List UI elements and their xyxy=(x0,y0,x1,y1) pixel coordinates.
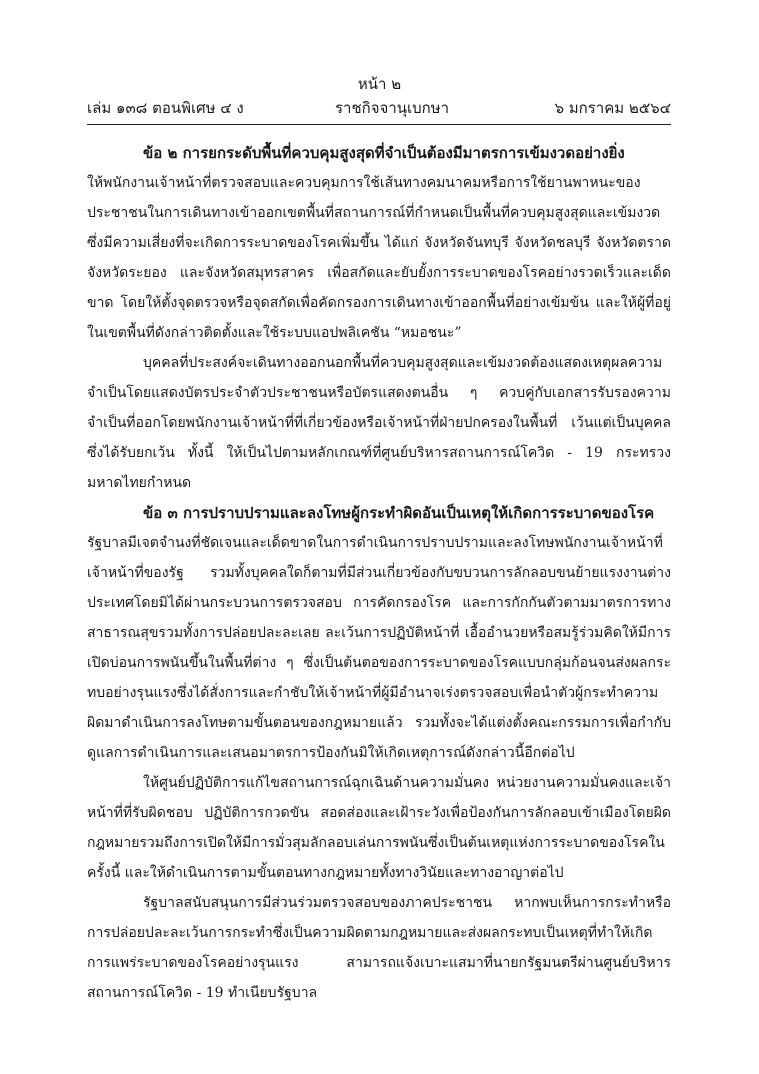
volume-issue: เล่ม ๑๓๘ ตอนพิเศษ ๔ ง xyxy=(87,99,244,117)
document-body xyxy=(87,138,671,1008)
publication-date: ๖ มกราคม ๒๕๖๔ xyxy=(554,99,671,117)
header-rule xyxy=(87,124,671,125)
section-2-paragraph-1: ให้พนักงานเจ้าหน้าที่ตรวจสอบและควบคุมการใช้เส้นทางคมนาคมหรือการใช้ยานพาหนะของประชาชนในการเดินทางเข้าออกเขตพื้นที่สถานการณ์ที่กำหนดเป็นพื้นที่ควบคุมสูงสุดและเข้มงวด ซึ่งมีความเสี่ยงที่จะเกิดการระบาดของโรคเพิ่มขึ้น ได้แก่ จังหวัดจันทบุรี จังหวัดชลบุรี จังหวัดตราด จังหวัดระยอง และจังหวัดสมุทรสาคร เพื่อสกัดและยับยั้งการระบาดของโรคอย่างรวดเร็วและเด็ดขาด โดยให้ตั้งจุดตรวจหรือจุดสกัดเพื่อคัดกรองการเดินทางเข้าออกพื้นที่อย่างเข้มข้น และให้ผู้ที่อยู่ในเขตพื้นที่ดังกล่าวติดตั้งและใช้ระบบแอปพลิเคชัน “หมอชนะ” xyxy=(87,175,671,341)
page-header xyxy=(87,98,671,118)
page-number: หน้า ๒ xyxy=(357,75,402,93)
section-3-title: ข้อ ๓ การปราบปรามและลงโทษผู้กระทำผิดอันเป็นเหตุให้เกิดการระบาดของโรค xyxy=(143,504,655,522)
section-3-paragraph-1: รัฐบาลมีเจตจำนงที่ชัดเจนและเด็ดขาดในการดำเนินการปราบปรามและลงโทษพนักงานเจ้าหน้าที่เจ้าหน้าที่ของรัฐ รวมทั้งบุคคลใดก็ตามที่มีส่วนเกี่ยวข้องกับขบวนการลักลอบขนย้ายแรงงานต่างประเทศโดยมิได้ผ่านกระบวนการตรวจสอบ การคัดกรองโรค และการกักกันตัวตามมาตรการทางสาธารณสุขรวมทั้งการปล่อยปละละเลย ละเว้นการปฏิบัติหน้าที่ เอื้ออำนวยหรือสมรู้ร่วมคิดให้มีการเปิดบ่อนการพนันขึ้นในพื้นที่ต่าง ๆ ซึ่งเป็นต้นตอของการระบาดของโรคแบบกลุ่มก้อนจนส่งผลกระทบอย่างรุนแรงซึ่งได้สั่งการและกำชับให้เจ้าหน้าที่ผู้มีอำนาจเร่งตรวจสอบเพื่อนำตัวผู้กระทำความผิดมาดำเนินการลงโทษตามขั้นตอนของกฎหมายแล้ว รวมทั้งจะได้แต่งตั้งคณะกรรมการเพื่อกำกับดูแลการดำเนินการและเสนอมาตรการป้องกันมิให้เกิดเหตุการณ์ดังกล่าวนี้อีกต่อไป xyxy=(87,535,671,761)
section-2-title: ข้อ ๒ การยกระดับพื้นที่ควบคุมสูงสุดที่จำเป็นต้องมีมาตรการเข้มงวดอย่างยิ่ง xyxy=(143,144,625,162)
gazette-name: ราชกิจจานุเบกษา xyxy=(335,99,450,117)
section-3-paragraph-3: รัฐบาลสนับสนุนการมีส่วนร่วมตรวจสอบของภาคประชาชน หากพบเห็นการกระทำหรือการปล่อยปละละเว้นการกระทำซึ่งเป็นความผิดตามกฎหมายและส่งผลกระทบเป็นเหตุที่ทำให้เกิดการแพร่ระบาดของโรคอย่างรุนแรง สามารถแจ้งเบาะแสมาที่นายกรัฐมนตรีผ่านศูนย์บริหารสถานการณ์โควิด - 19 ทำเนียบรัฐบาล xyxy=(87,895,671,1001)
section-2-paragraph-2: บุคคลที่ประสงค์จะเดินทางออกนอกพื้นที่ควบคุมสูงสุดและเข้มงวดต้องแสดงเหตุผลความจำเป็นโดยแสดงบัตรประจำตัวประชาชนหรือบัตรแสดงตนอื่น ๆ ควบคู่กับเอกสารรับรองความจำเป็นที่ออกโดยพนักงานเจ้าหน้าที่ที่เกี่ยวข้องหรือเจ้าหน้าที่ฝ่ายปกครองในพื้นที่ เว้นแต่เป็นบุคคลซึ่งได้รับยกเว้น ทั้งนี้ ให้เป็นไปตามหลักเกณฑ์ที่ศูนย์บริหารสถานการณ์โควิด - 19 กระทรวงมหาดไทยกำหนด xyxy=(87,355,671,491)
section-3-paragraph-2: ให้ศูนย์ปฏิบัติการแก้ไขสถานการณ์ฉุกเฉินด้านความมั่นคง หน่วยงานความมั่นคงและเจ้าหน้าที่ที่รับผิดชอบ ปฏิบัติการกวดขัน สอดส่องและเฝ้าระวังเพื่อป้องกันการลักลอบเข้าเมืองโดยผิดกฎหมายรวมถึงการเปิดให้มีการมั่วสุมลักลอบเล่นการพนันซึ่งเป็นต้นเหตุแห่งการระบาดของโรคในครั้งนี้ และให้ดำเนินการตามขั้นตอนทางกฎหมายทั้งทางวินัยและทางอาญาต่อไป xyxy=(87,775,671,881)
